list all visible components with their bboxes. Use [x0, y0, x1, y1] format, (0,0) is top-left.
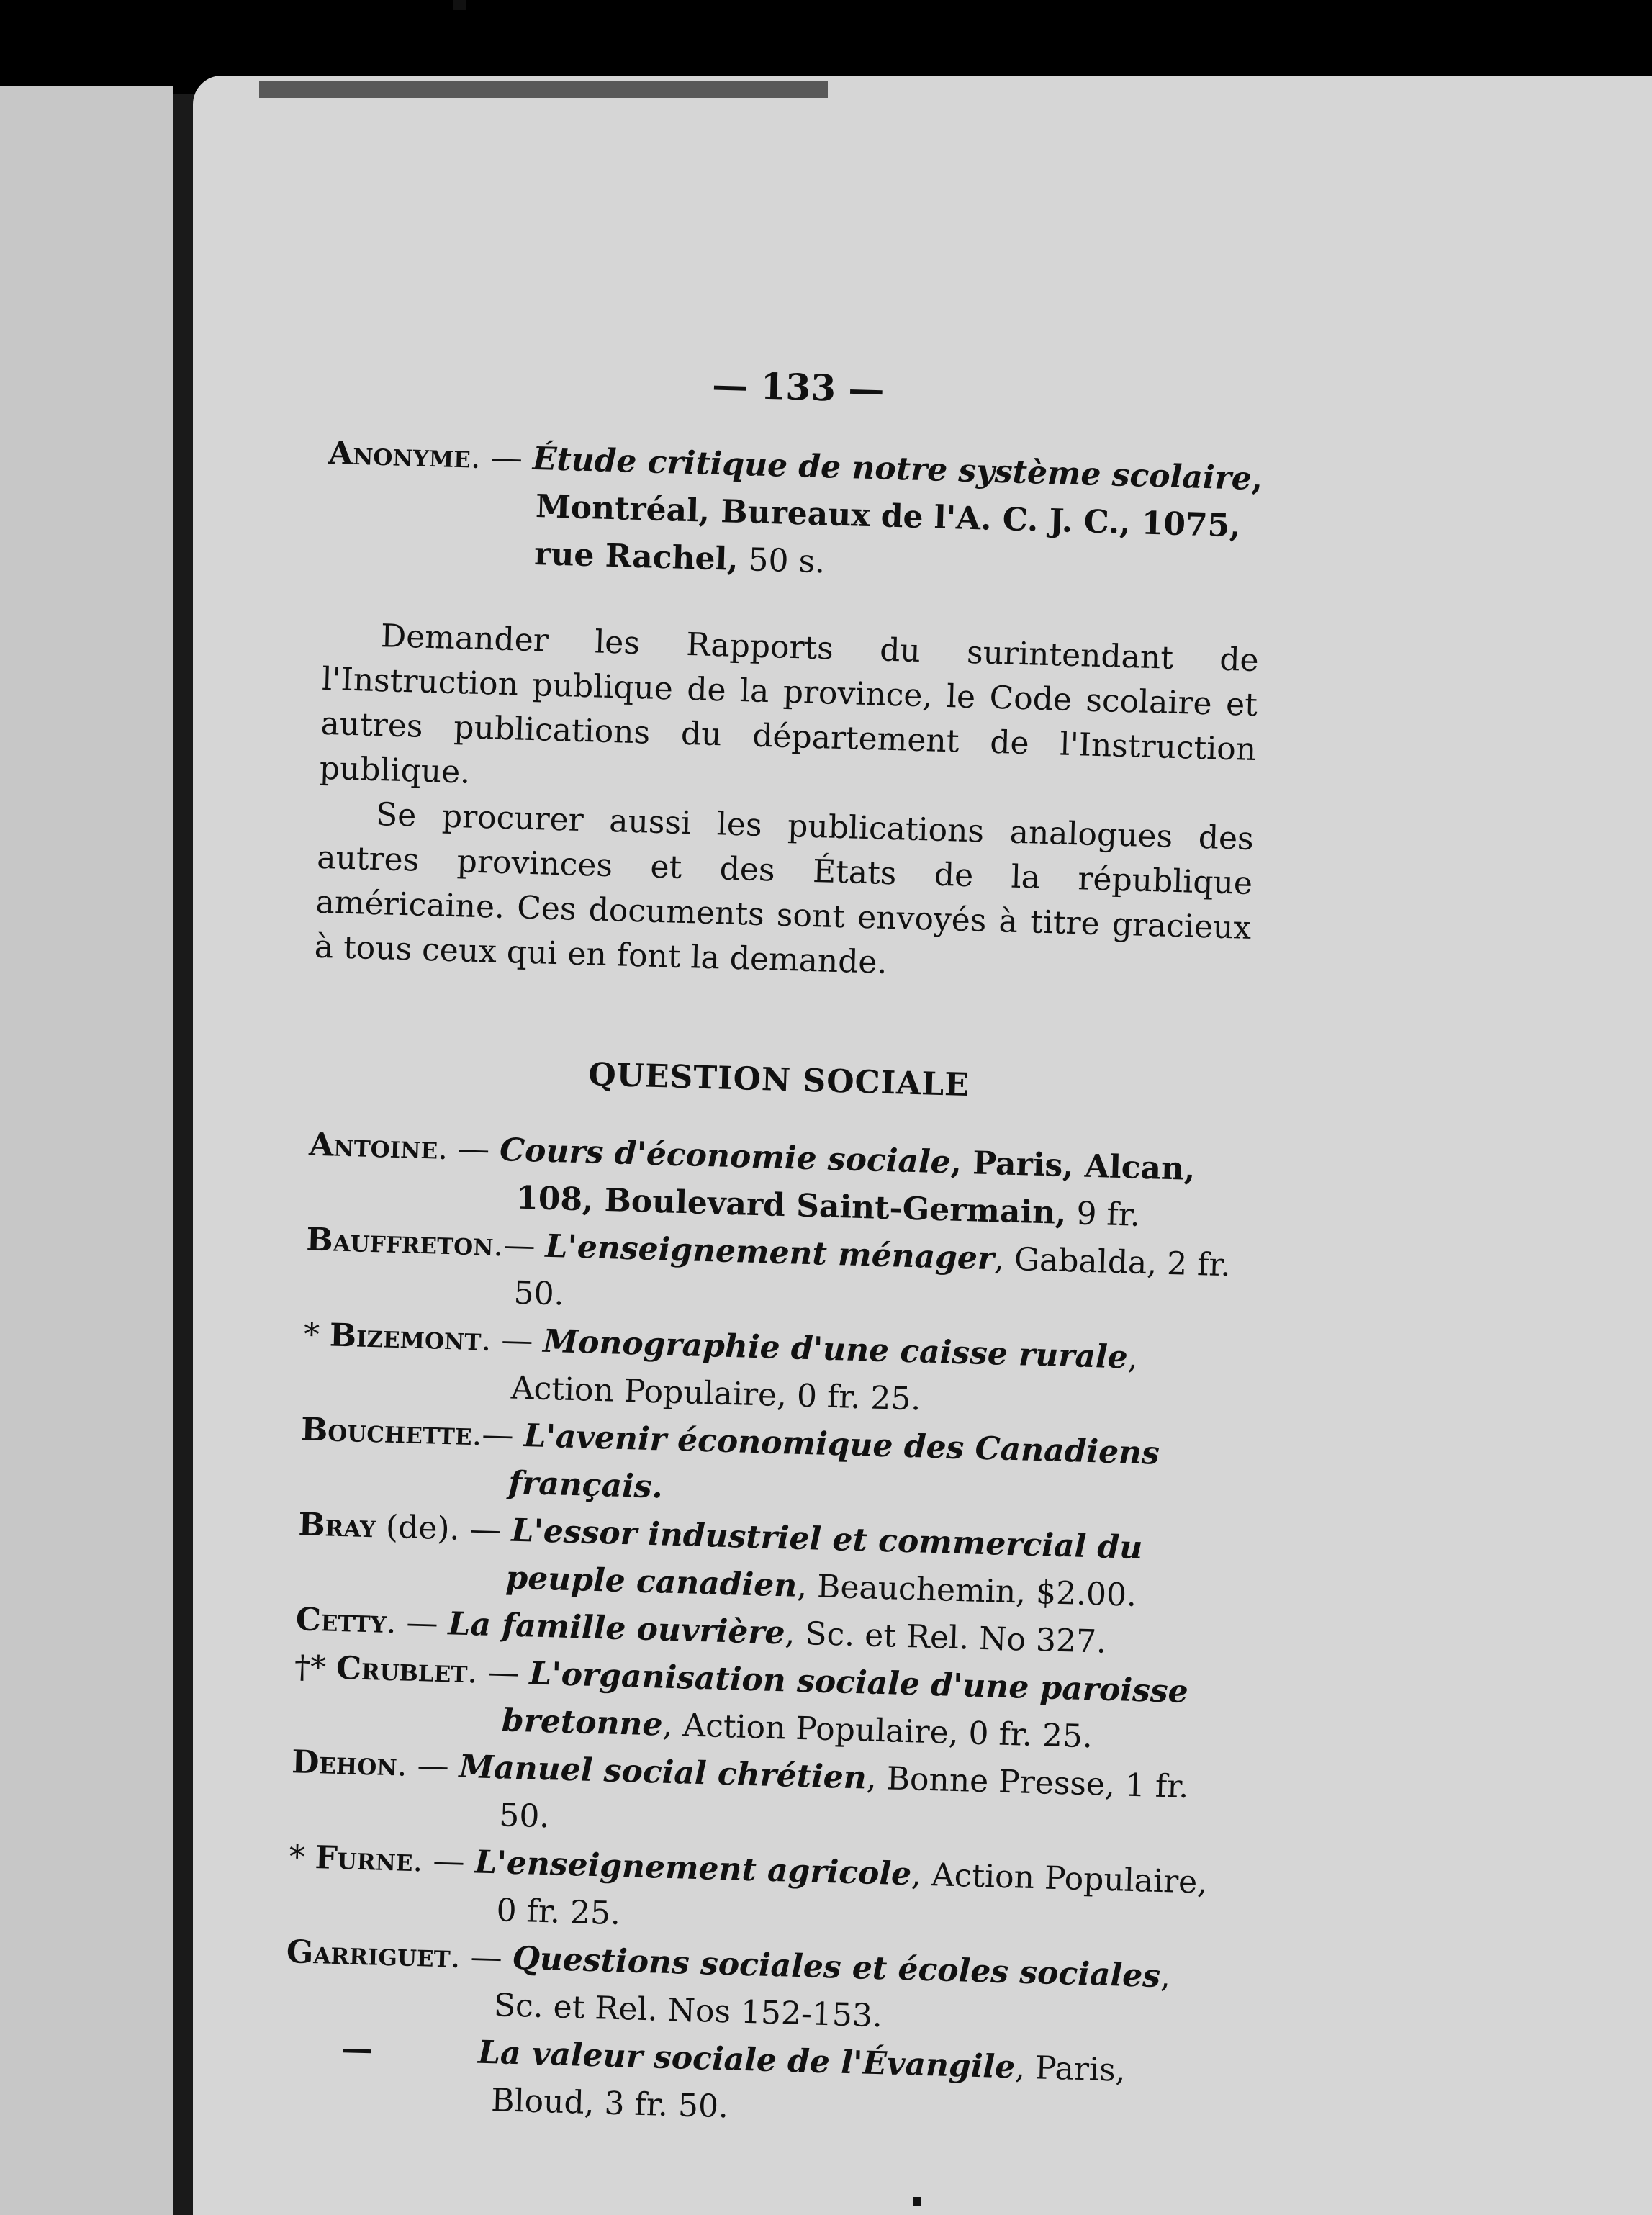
entry-author: Anonyme: [328, 434, 471, 476]
entry-author: Bray: [297, 1506, 376, 1546]
entry-details: , Sc. et Rel. Nos 152-153.: [493, 1958, 1171, 2035]
entry-author: Crublet: [335, 1649, 469, 1690]
entry-details: , Paris, Bloud, 3 fr. 50.: [490, 2049, 1127, 2126]
entry-details: , Action Populaire, 0 fr. 25.: [662, 1706, 1093, 1756]
entry-title: L'essor industriel et commercial du peuple canadien: [505, 1512, 1144, 1605]
entry-details: , Beauchemin, $2.00.: [796, 1567, 1137, 1614]
bibliography-entry: [325, 430, 1264, 598]
entry-title: L'enseignement ménager: [544, 1227, 995, 1278]
entry-title: Cours d'économie sociale: [499, 1131, 952, 1181]
left-page-edge: [0, 86, 173, 2215]
entry-author: Antoine: [308, 1126, 438, 1167]
page-content: [281, 353, 1266, 2144]
entry-author: Cetty: [295, 1601, 387, 1641]
entry-separator: . —: [470, 438, 533, 477]
entry-separator: .—: [492, 1226, 546, 1265]
entry-author: Furne: [314, 1839, 414, 1879]
ditto-mark: —: [340, 2030, 374, 2068]
section-heading: QUESTION SOCIALE: [587, 1056, 970, 1104]
bottom-speck: [913, 2197, 921, 2206]
entry-mark: *: [288, 1839, 316, 1877]
top-speck: [453, 0, 466, 10]
entry-title: L'avenir économique des Canadiens français.: [507, 1417, 1160, 1506]
entry-author: Garriguet: [286, 1934, 451, 1975]
entry-details: , Gabalda, 2 fr. 50.: [513, 1240, 1232, 1313]
page-top-shadow: [259, 81, 828, 98]
entry-author: Bizemont: [329, 1317, 482, 1358]
entry-title: Questions sociales et écoles sociales: [511, 1939, 1161, 1995]
entry-separator: . —: [437, 1129, 500, 1168]
entry-price: 50 s.: [737, 541, 826, 581]
book-spine: [173, 94, 194, 2215]
page-number: — 133 —: [711, 363, 885, 411]
entry-separator: . —: [466, 1654, 531, 1692]
entry-author: Dehon: [291, 1743, 398, 1784]
entry-publisher: , Paris, Alcan, 108, Boulevard Saint-Germain,: [515, 1144, 1196, 1232]
entry-title: La famille ouvrière: [447, 1605, 786, 1652]
entry-separator: . —: [396, 1746, 460, 1785]
entry-separator: . —: [385, 1603, 449, 1643]
entry-mark: *: [303, 1316, 330, 1354]
entry-title: Manuel social chrétien: [458, 1748, 867, 1797]
entry-title: Monographie d'une caisse rurale: [542, 1322, 1129, 1376]
body-paragraph: Demander les Rapports du surintendant de l'Instruction publique de la province, le Code scolaire et autres publications du département de l'Instruction publique.: [319, 618, 1260, 791]
bibliography-list: [281, 1122, 1245, 2145]
entry-title: L'enseignement agricole: [474, 1844, 912, 1893]
entry-separator: (de). —: [375, 1508, 513, 1549]
entry-publisher: , Montréal, Bureaux de l'A. C. J. C., 1075, rue Rachel,: [533, 460, 1263, 578]
entry-details: , Action Populaire, 0 fr. 25.: [510, 1339, 1139, 1418]
entry-author: Bouchette: [300, 1411, 473, 1453]
entry-details: , Sc. et Rel. No 327.: [784, 1615, 1107, 1661]
entry-title: L'organisation sociale d'une paroisse bretonne: [501, 1655, 1189, 1743]
entry-separator: . —: [450, 1938, 513, 1977]
entry-details: , Action Populaire, 0 fr. 25.: [495, 1856, 1208, 1933]
entry-details: 9 fr.: [1065, 1194, 1141, 1234]
body-paragraph: Se procurer aussi les publications analogues des autres provinces et des États de la république américaine. Ces documents sont envoyés à titre gracieux à tous ceux qui en font la demande.: [314, 795, 1255, 981]
entry-details: , Bonne Presse, 1 fr. 50.: [498, 1759, 1190, 1836]
entry-title: Étude critique de notre système scolaire: [532, 440, 1252, 497]
entry-separator: .—: [471, 1416, 525, 1455]
entry-title: La valeur sociale de l'Évangile: [477, 2034, 1016, 2086]
entry-separator: . —: [412, 1841, 476, 1881]
entry-separator: . —: [480, 1321, 544, 1360]
entry-author: Bauffreton: [305, 1221, 495, 1263]
entry-mark: †*: [294, 1648, 337, 1687]
